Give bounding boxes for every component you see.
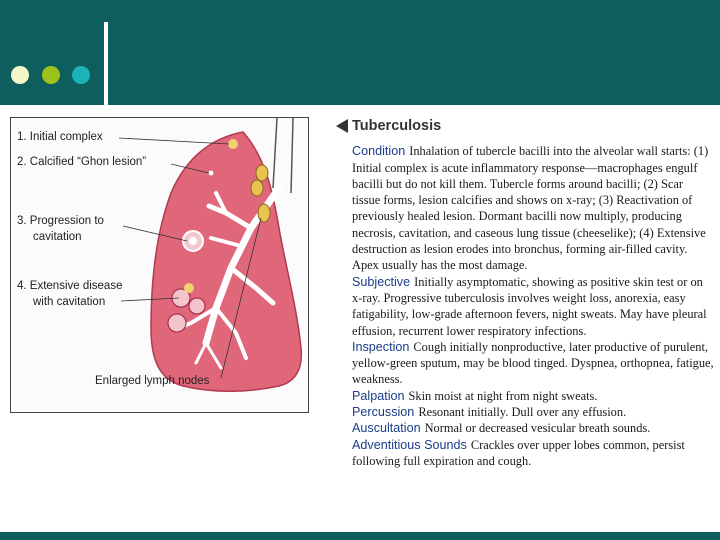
decorative-dot-teal [72,66,90,84]
tuberculosis-article [352,118,714,469]
label-ghon-lesion: 2. Calcified “Ghon lesion” [17,156,147,168]
article-title-row [352,118,714,134]
label-cavitation: cavitation [33,231,82,243]
lung-shape [151,132,301,391]
label-initial-complex: 1. Initial complex [17,131,103,143]
slide-header-band [0,0,720,105]
label-progression: 3. Progression to [17,215,104,227]
section-heading: Adventitious Sounds [352,437,467,452]
section-palpation [352,388,714,404]
section-heading: Condition [352,144,406,159]
triangle-marker-icon [336,119,348,133]
section-percussion [352,404,714,420]
section-body: Normal or decreased vesicular breath sounds. [424,421,651,436]
label-lymph-nodes: Enlarged lymph nodes [95,375,210,387]
section-heading: Percussion [352,405,415,420]
section-body: Cough initially nonproductive, later productive of purulent, yellow-green sputum, may be blood tinged. Dyspnea, orthopnea, fatigue, weakness. [352,339,714,387]
section-auscultation [352,420,714,436]
section-adventitious-sounds [352,437,714,470]
section-body: Crackles over upper lobes common, persist following full expiration and cough. [352,437,685,468]
section-body: Initially asymptomatic, showing as positive skin test or on x-ray. Progressive tuberculosis involves weight loss, anorexia, easy fatigability, low-grade afternoon fevers, night sweats. May have pleural effusion, recurrent lower respiratory infections. [352,274,707,338]
section-heading: Inspection [352,339,410,354]
header-divider-line [104,22,108,105]
section-body: Resonant initially. Dull over any effusion. [418,405,627,420]
section-heading: Auscultation [352,421,421,436]
section-body: Skin moist at night from night sweats. [408,388,598,403]
decorative-dot-light [11,66,29,84]
section-heading: Subjective [352,274,411,289]
section-condition [352,143,714,273]
lung-illustration [10,117,309,413]
section-subjective [352,274,714,339]
label-with-cavitation: with cavitation [33,296,106,308]
section-body: Inhalation of tubercle bacilli into the alveolar wall starts: (1) Initial complex is acute inflammatory response—macrophages engulf bacilli but do not kill them. Tubercle forms around bacilli; (2) Scar tissue forms, lesion calcifies and shows on x-ray; (3) Reactivation of previously healed lesion. Dormant bacilli now multiply, producing necrosis, cavitation, and caseous lung tissue (cheeselike); (4) Extensive destruction as lesion erodes into bronchus, forming air-filled cavity. Apex usually has the most damage. [352,144,709,273]
article-title: Tuberculosis [352,118,442,134]
slide-footer-band [0,532,720,540]
section-heading: Palpation [352,388,405,403]
decorative-dot-green [42,66,60,84]
label-extensive-disease: 4. Extensive disease [17,280,123,292]
section-inspection [352,339,714,388]
